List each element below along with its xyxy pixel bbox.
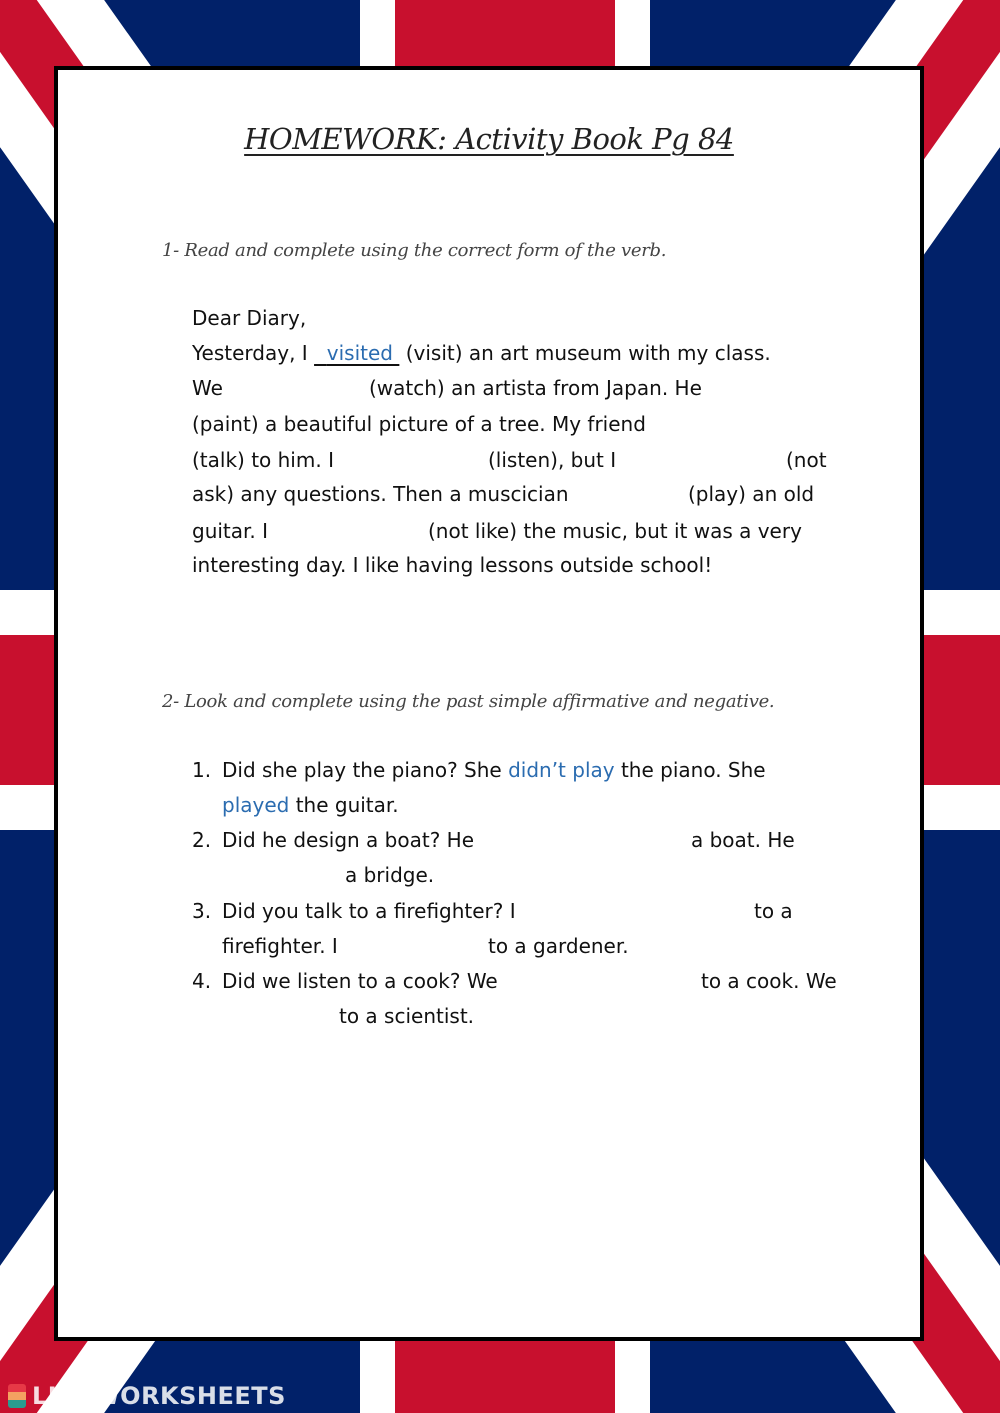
- diary-text: (visit) an art museum with my class.: [399, 341, 771, 365]
- item-text: the guitar.: [289, 793, 399, 817]
- diary-text: (paint) a beautiful picture of a tree. My friend: [192, 412, 646, 436]
- diary-text: guitar. I: [192, 519, 269, 543]
- worksheet-page: [54, 66, 924, 1341]
- liveworksheets-logo: [8, 1382, 286, 1410]
- item-text: to a cook. We: [701, 969, 837, 993]
- list-item: [222, 758, 766, 782]
- answer-visited[interactable]: visited: [326, 341, 393, 365]
- diary-text: (watch) an artista from Japan. He: [369, 376, 702, 400]
- item-number: 1.: [192, 758, 212, 782]
- answer-didnt-play[interactable]: didn’t play: [508, 758, 615, 782]
- logo-text: LIVEWORKSHEETS: [32, 1382, 286, 1410]
- list-item-cont: [222, 793, 399, 817]
- item-text: to a gardener.: [488, 934, 629, 958]
- diary-text: (talk) to him. I: [192, 448, 334, 472]
- item-text: a bridge.: [345, 863, 435, 887]
- diary-text: (not like) the music, but it was a very: [428, 519, 802, 543]
- section1-instruction: 1- Read and complete using the correct form of the verb.: [162, 240, 667, 261]
- diary-text: ask) any questions. Then a muscician: [192, 482, 569, 506]
- item-text: to a scientist.: [339, 1004, 475, 1028]
- item-text: to a: [754, 899, 793, 923]
- diary-text: interesting day. I like having lessons outside school!: [192, 553, 713, 577]
- item-number: 2.: [192, 828, 212, 852]
- item-text: Did he design a boat? He: [222, 828, 475, 852]
- item-text: Did she play the piano? She: [222, 758, 509, 782]
- diary-text: (listen), but I: [488, 448, 617, 472]
- diary-line-1: [192, 341, 771, 365]
- diary-greeting: Dear Diary,: [192, 306, 307, 330]
- section2-instruction: 2- Look and complete using the past simple affirmative and negative.: [162, 691, 775, 712]
- diary-text: We: [192, 376, 223, 400]
- diary-text: Yesterday, I: [192, 341, 315, 365]
- item-number: 3.: [192, 899, 212, 923]
- diary-text: (not: [786, 448, 827, 472]
- item-text: a boat. He: [691, 828, 795, 852]
- diary-text: (play) an old: [688, 482, 815, 506]
- item-text: Did you talk to a firefighter? I: [222, 899, 516, 923]
- item-text: Did we listen to a cook? We: [222, 969, 498, 993]
- logo-badge-icon: [8, 1384, 26, 1408]
- page-title: HOMEWORK: Activity Book Pg 84: [244, 122, 734, 156]
- item-number: 4.: [192, 969, 212, 993]
- answer-played[interactable]: played: [222, 793, 290, 817]
- item-text: firefighter. I: [222, 934, 338, 958]
- item-text: the piano. She: [614, 758, 766, 782]
